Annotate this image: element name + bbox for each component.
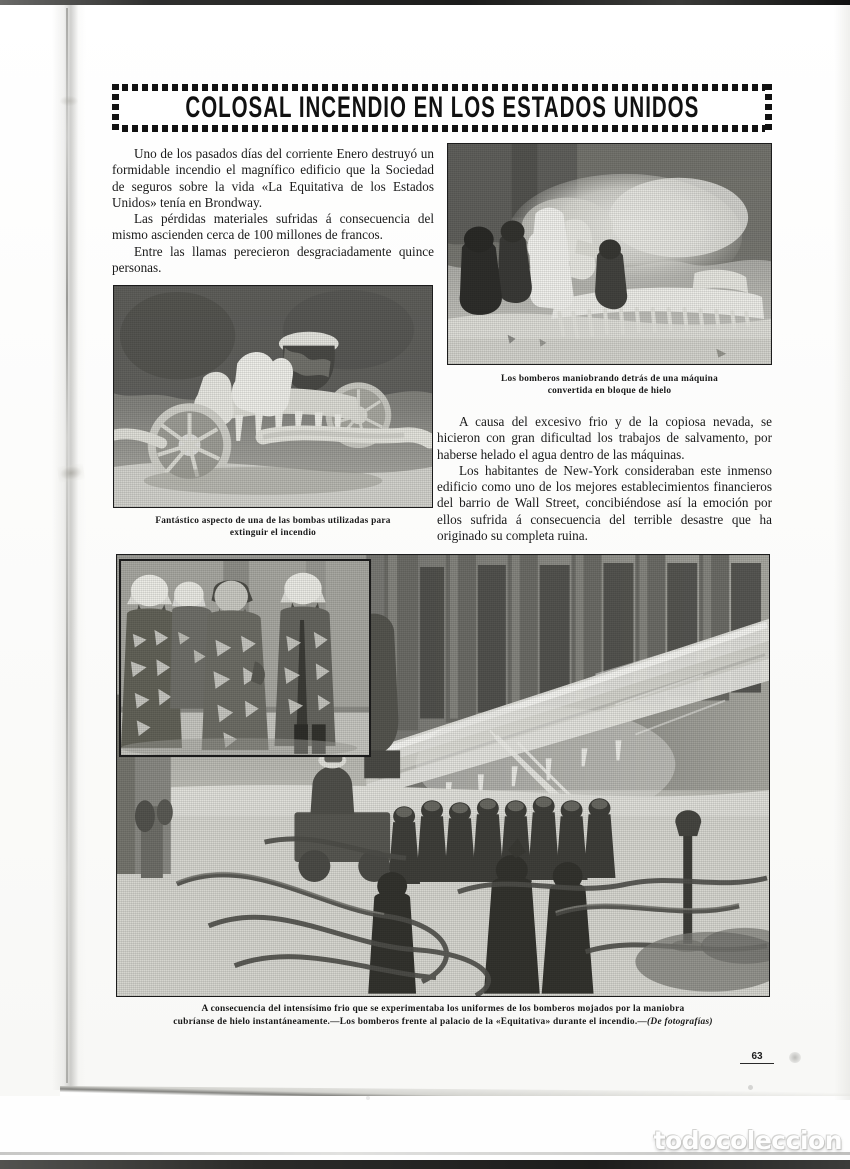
article-content bbox=[112, 84, 772, 1062]
paragraph: A causa del excesivo frio y de la copiosa nevada, se hicieron con gran dificultad los trabajos de salvamento, por haberse helado el agua dentro de las máquinas. bbox=[437, 414, 772, 462]
caption-firefighters-ice-engine bbox=[447, 373, 772, 397]
caption-line: A consecuencia del intensísimo frio que se experimentaba los uniformes de los bomberos mojados por la maniobra bbox=[201, 1004, 685, 1014]
caption-line-2 bbox=[116, 1016, 770, 1029]
page-title bbox=[112, 90, 772, 124]
caption-line: cubríanse de hielo instantáneamente.—Los bomberos frente al palacio de la «Equitativa» durante el incendio.— bbox=[173, 1017, 648, 1027]
halftone-grain bbox=[121, 561, 369, 755]
page-tear-nick-upper bbox=[60, 96, 78, 106]
caption-equitable-building-street bbox=[116, 1003, 770, 1029]
figure-ice-encrusted-pump bbox=[113, 285, 433, 508]
dust-speck bbox=[366, 1096, 370, 1100]
paragraph: Entre las llamas perecieron desgraciadamente quince personas. bbox=[112, 243, 434, 276]
headline-banner bbox=[112, 84, 772, 132]
halftone-grain bbox=[448, 144, 771, 364]
figure-firemen-frozen-coats bbox=[119, 559, 371, 757]
paragraph: Las pérdidas materiales sufridas á consecuencia del mismo ascienden cerca de 100 millones de francos. bbox=[112, 211, 434, 243]
caption-line: Fantástico aspecto de una de las bombas utilizadas para bbox=[155, 516, 391, 526]
caption-line: extinguir el incendio bbox=[229, 528, 317, 538]
watermark: todocoleccion bbox=[653, 1126, 842, 1155]
halftone-grain bbox=[114, 286, 432, 507]
figure-firefighters-ice-engine bbox=[447, 143, 772, 365]
right-text-block bbox=[437, 414, 772, 544]
page-title-text: COLOSAL INCENDIO EN LOS ESTADOS UNIDOS bbox=[185, 90, 699, 124]
banner-border-bottom bbox=[112, 125, 772, 132]
caption-source-note: (De fotografías) bbox=[647, 1017, 713, 1027]
page-binding-crease bbox=[66, 8, 68, 1083]
scan-bottom-edge bbox=[0, 1160, 850, 1169]
caption-line: convertida en bloque de hielo bbox=[547, 386, 672, 396]
paragraph: Los habitantes de New-York consideraban este inmenso edificio como uno de los mejores establecimientos financieros del barrio de Wall Street, concibiéndose así la emoción por ellos sufrida á consecuencia del terrible desastre que ha originado su completa ruina. bbox=[437, 462, 772, 544]
caption-ice-encrusted-pump bbox=[113, 515, 433, 539]
page-binding-shadow bbox=[52, 5, 86, 1090]
page-number: 63 bbox=[740, 1051, 774, 1064]
caption-line: Los bomberos maniobrando detrás de una máquina bbox=[501, 374, 718, 384]
dust-speck bbox=[748, 1085, 753, 1090]
intro-text-block bbox=[112, 146, 434, 276]
paragraph: Uno de los pasados días del corriente Enero destruyó un formidable incendio el magnífico edificio que la Sociedad de seguros sobre la vida «La Equitativa de los Estados Unidos» tenía en Brondway. bbox=[112, 146, 434, 210]
ink-smudge bbox=[789, 1052, 801, 1063]
page-right-edge-fade bbox=[834, 5, 850, 1100]
